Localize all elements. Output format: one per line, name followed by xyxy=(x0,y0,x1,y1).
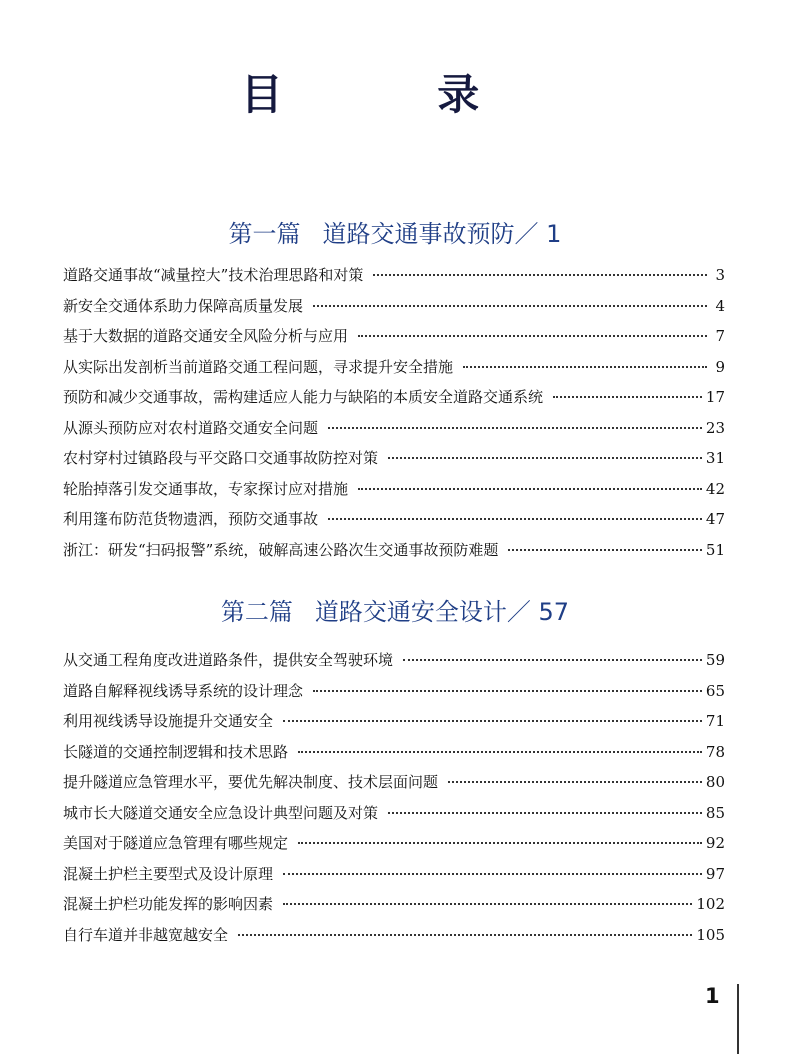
entry-title: 基于大数据的道路交通安全风险分析与应用 xyxy=(63,327,349,345)
toc-entry[interactable] xyxy=(63,645,725,676)
entry-title: 浙江：研发“扫码报警”系统，破解高速公路次生交通事故预防难题 xyxy=(63,540,499,559)
dot-leader xyxy=(238,933,692,936)
entry-page: 17 xyxy=(705,388,725,406)
entry-page: 80 xyxy=(705,773,725,791)
entry-page: 31 xyxy=(705,449,725,467)
entry-page: 78 xyxy=(705,742,725,761)
toc-entry[interactable] xyxy=(63,676,725,707)
toc-entry[interactable] xyxy=(63,474,725,505)
entry-title: 利用篷布防范货物遗洒，预防交通事故 xyxy=(63,510,319,528)
entry-page: 7 xyxy=(715,327,725,345)
toc-list-part-2 xyxy=(63,645,725,950)
toc-entry[interactable] xyxy=(63,321,725,352)
entry-page: 23 xyxy=(705,418,725,437)
entry-title: 道路交通事故“减量控大”技术治理思路和对策 xyxy=(63,266,364,284)
entry-page: 102 xyxy=(696,895,725,913)
dot-leader xyxy=(298,841,702,844)
part-title: 道路交通事故预防 xyxy=(322,220,515,248)
dot-leader xyxy=(283,872,702,875)
toc-entry[interactable] xyxy=(63,920,725,951)
toc-entry[interactable] xyxy=(63,706,725,737)
entry-page: 105 xyxy=(696,925,725,944)
dot-leader xyxy=(283,719,702,722)
entry-title: 长隧道的交通控制逻辑和技术思路 xyxy=(63,742,289,761)
entry-page: 4 xyxy=(715,296,725,315)
part-number: 第二篇 xyxy=(220,598,293,626)
toc-entry[interactable] xyxy=(63,535,725,566)
toc-entry[interactable] xyxy=(63,504,725,535)
dot-leader xyxy=(313,689,702,692)
toc-entry[interactable] xyxy=(63,737,725,768)
entry-page: 42 xyxy=(705,479,725,498)
entry-title: 预防和减少交通事故，需构建适应人能力与缺陷的本质安全道路交通系统 xyxy=(63,388,544,406)
entry-title: 城市长大隧道交通安全应急设计典型问题及对策 xyxy=(63,803,379,822)
dot-leader xyxy=(358,487,702,490)
entry-page: 65 xyxy=(705,681,725,700)
entry-title: 混凝土护栏功能发挥的影响因素 xyxy=(63,895,274,913)
toc-entry[interactable] xyxy=(63,260,725,291)
entry-title: 混凝土护栏主要型式及设计原理 xyxy=(63,864,274,883)
dot-leader xyxy=(508,548,702,551)
dot-leader xyxy=(328,426,702,429)
entry-page: 92 xyxy=(705,834,725,852)
entry-title: 道路自解释视线诱导系统的设计理念 xyxy=(63,681,304,700)
part-number: 第一篇 xyxy=(228,220,301,248)
dot-leader xyxy=(283,902,692,905)
entry-title: 农村穿村过镇路段与平交路口交通事故防控对策 xyxy=(63,449,379,467)
entry-page: 59 xyxy=(705,651,725,669)
part-start-page: ／ 57 xyxy=(506,598,570,626)
toc-entry[interactable] xyxy=(63,413,725,444)
entry-page: 3 xyxy=(715,266,725,284)
entry-page: 97 xyxy=(705,864,725,883)
page-title: 目 录 xyxy=(240,70,550,119)
entry-page: 47 xyxy=(705,510,725,528)
toc-entry[interactable] xyxy=(63,291,725,322)
toc-entry[interactable] xyxy=(63,352,725,383)
dot-leader xyxy=(373,273,707,276)
entry-title: 美国对于隧道应急管理有哪些规定 xyxy=(63,834,289,852)
toc-entry[interactable] xyxy=(63,767,725,798)
part-heading-1 xyxy=(0,214,790,249)
entry-title: 轮胎掉落引发交通事故，专家探讨应对措施 xyxy=(63,479,349,498)
toc-entry[interactable] xyxy=(63,798,725,829)
dot-leader xyxy=(388,456,702,459)
dot-leader xyxy=(463,365,707,368)
entry-title: 从源头预防应对农村道路交通安全问题 xyxy=(63,418,319,437)
margin-rule xyxy=(737,984,739,1054)
dot-leader xyxy=(298,750,702,753)
entry-title: 从交通工程角度改进道路条件，提供安全驾驶环境 xyxy=(63,651,394,669)
entry-title: 提升隧道应急管理水平，要优先解决制度、技术层面问题 xyxy=(63,773,439,791)
dot-leader xyxy=(328,517,702,520)
dot-leader xyxy=(313,304,707,307)
dot-leader xyxy=(553,395,702,398)
page-number: 1 xyxy=(705,984,720,1008)
entry-title: 利用视线诱导设施提升交通安全 xyxy=(63,712,274,730)
toc-list-part-1 xyxy=(63,260,725,565)
entry-title: 新安全交通体系助力保障高质量发展 xyxy=(63,296,304,315)
part-start-page: ／ 1 xyxy=(514,220,562,248)
dot-leader xyxy=(448,780,702,783)
entry-page: 71 xyxy=(705,712,725,730)
entry-page: 51 xyxy=(705,540,725,559)
toc-entry[interactable] xyxy=(63,382,725,413)
toc-entry[interactable] xyxy=(63,443,725,474)
toc-entry[interactable] xyxy=(63,828,725,859)
dot-leader xyxy=(388,811,702,814)
part-title: 道路交通安全设计 xyxy=(314,598,507,626)
entry-title: 从实际出发剖析当前道路交通工程问题，寻求提升安全措施 xyxy=(63,357,454,376)
entry-page: 85 xyxy=(705,803,725,822)
entry-page: 9 xyxy=(715,357,725,376)
toc-entry[interactable] xyxy=(63,889,725,920)
dot-leader xyxy=(403,658,702,661)
part-heading-2 xyxy=(0,592,790,627)
dot-leader xyxy=(358,334,707,337)
entry-title: 自行车道并非越宽越安全 xyxy=(63,925,229,944)
toc-entry[interactable] xyxy=(63,859,725,890)
